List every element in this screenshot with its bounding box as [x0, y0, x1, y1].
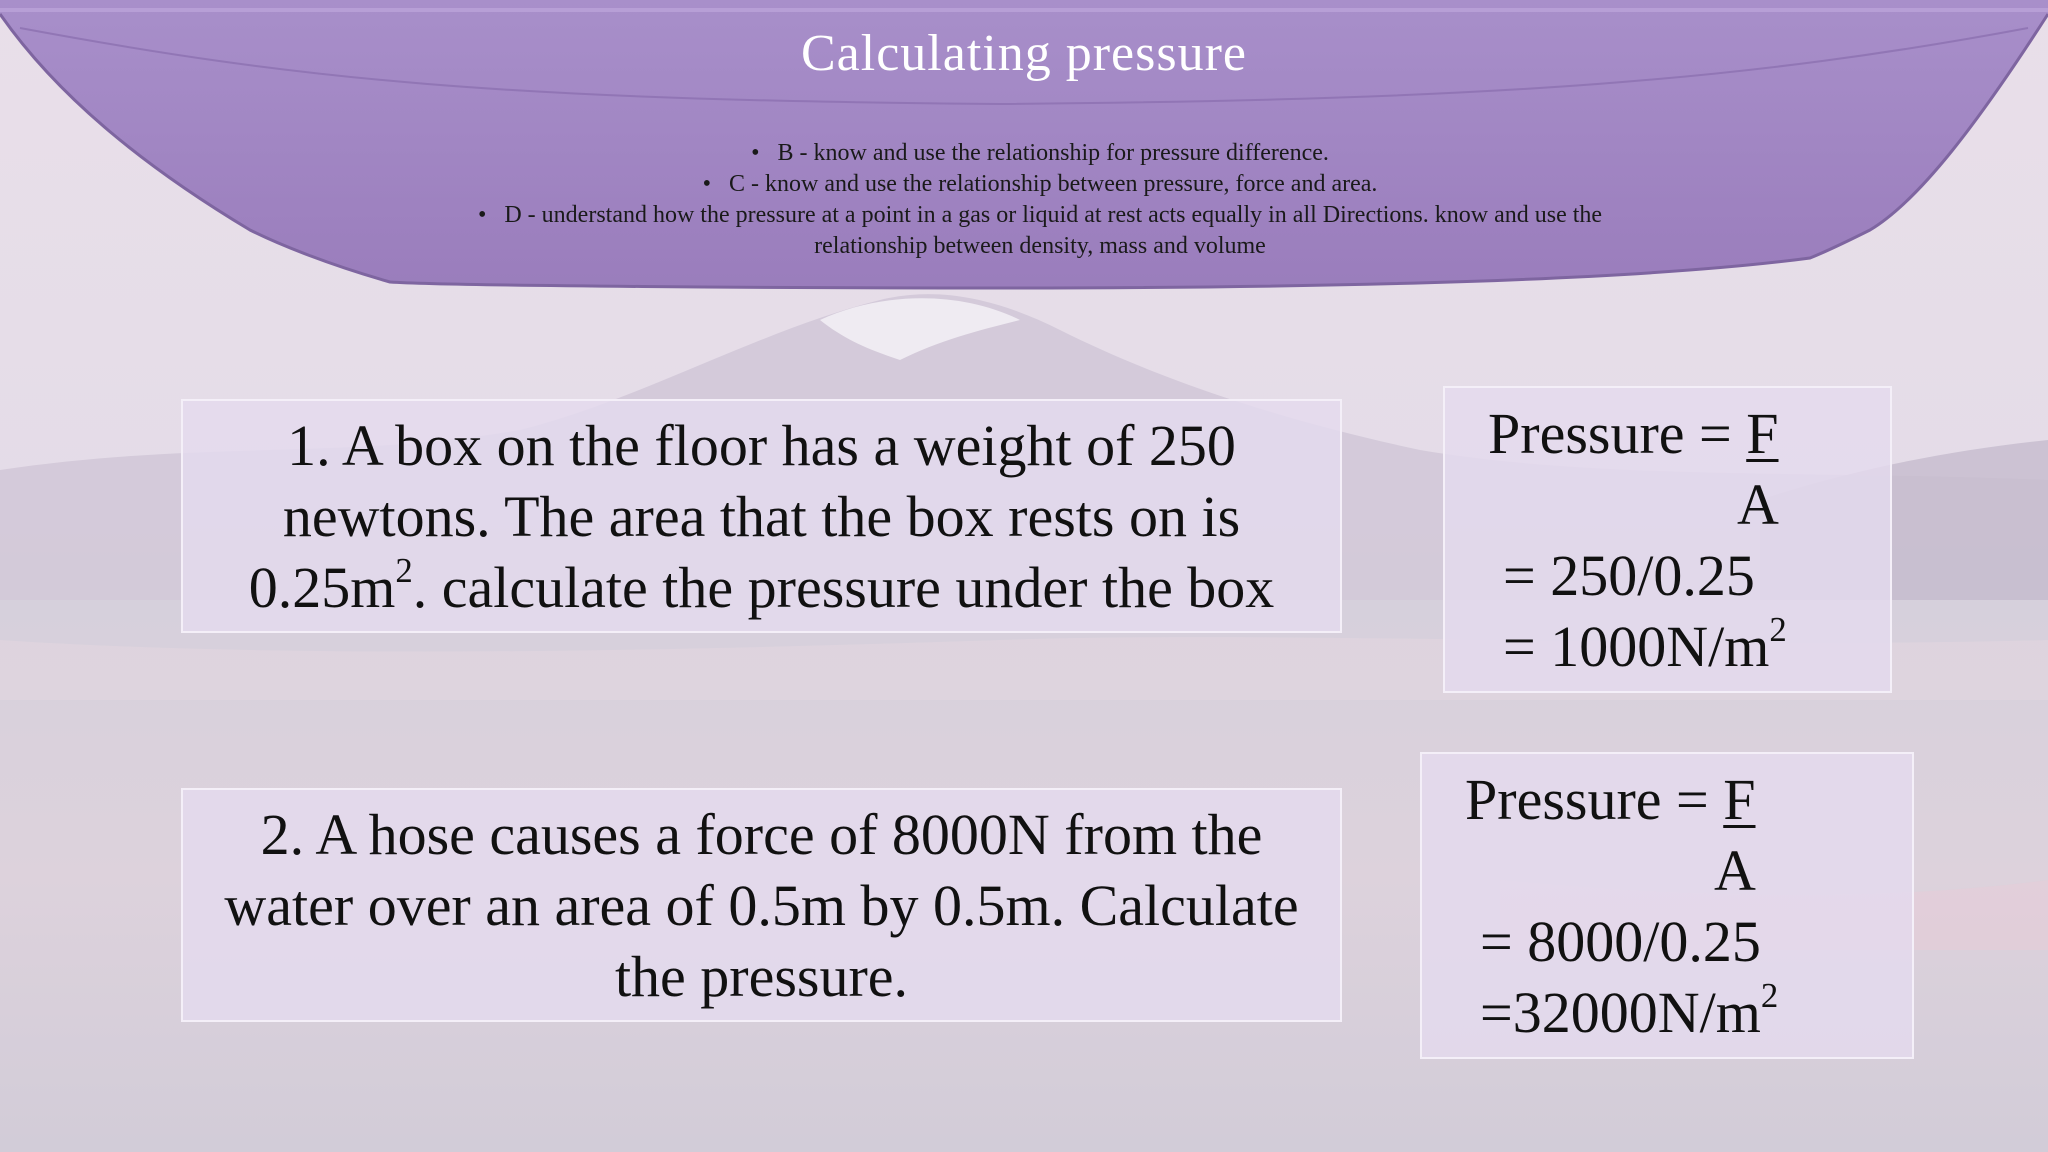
question-1-box: [181, 399, 1342, 633]
answer-1-denominator: A: [1737, 472, 1779, 537]
answer-1-step: = 250/0.25: [1503, 543, 1755, 608]
answer-2-numerator: F: [1723, 767, 1756, 832]
question-1-exponent: 2: [395, 550, 413, 590]
answer-1-numerator: F: [1746, 401, 1779, 466]
bullet-icon: •: [751, 140, 760, 166]
answer-2-denominator: A: [1714, 838, 1756, 903]
question-2-line-2: water over an area of 0.5m by 0.5m. Calculate: [224, 873, 1299, 938]
answer-2-formula-lhs: Pressure =: [1465, 767, 1724, 832]
objective-text: C - know and use the relationship between pressure, force and area.: [728, 171, 1378, 197]
answer-2-step: = 8000/0.25: [1480, 909, 1761, 974]
answer-2-result-exponent: 2: [1760, 975, 1779, 1015]
objective-text: D - understand how the pressure at a point in a gas or liquid at rest acts equally in all Directions. know and use the relationship between density, mass and volume: [504, 202, 1603, 259]
question-1-line-1: 1. A box on the floor has a weight of 250: [287, 413, 1236, 478]
slide-title: Calculating pressure: [801, 25, 1247, 82]
answer-1-result-exponent: 2: [1769, 609, 1787, 649]
answer-1-result: [1503, 611, 1787, 690]
question-1-area: 0.25m: [248, 555, 396, 620]
objective-item: [420, 138, 1660, 169]
answer-1-formula-lhs: Pressure =: [1488, 401, 1747, 466]
question-2-line-1: 2. A hose causes a force of 8000N from the: [260, 802, 1263, 867]
bullet-icon: •: [702, 171, 711, 197]
objective-text: B - know and use the relationship for pressure difference.: [777, 140, 1329, 166]
answer-1-box: [1443, 386, 1892, 693]
answer-1-formula: [1488, 398, 1779, 469]
objective-item: [420, 169, 1660, 200]
bullet-icon: •: [477, 202, 487, 228]
question-2-line-3: the pressure.: [614, 944, 909, 1009]
answer-2-box: [1420, 752, 1914, 1059]
answer-2-result: [1480, 977, 1778, 1056]
answer-2-formula: [1465, 764, 1756, 835]
question-2-box: [181, 788, 1342, 1022]
answer-2-result-value: =32000N/m: [1480, 980, 1761, 1045]
learning-objectives: [420, 138, 1660, 262]
question-1-instruction: . calculate the pressure under the box: [412, 555, 1275, 620]
question-1-line-3: [183, 552, 1340, 631]
question-1-line-2: newtons. The area that the box rests on is: [282, 484, 1241, 549]
objective-item: [420, 200, 1660, 262]
answer-1-result-value: = 1000N/m: [1503, 614, 1770, 679]
